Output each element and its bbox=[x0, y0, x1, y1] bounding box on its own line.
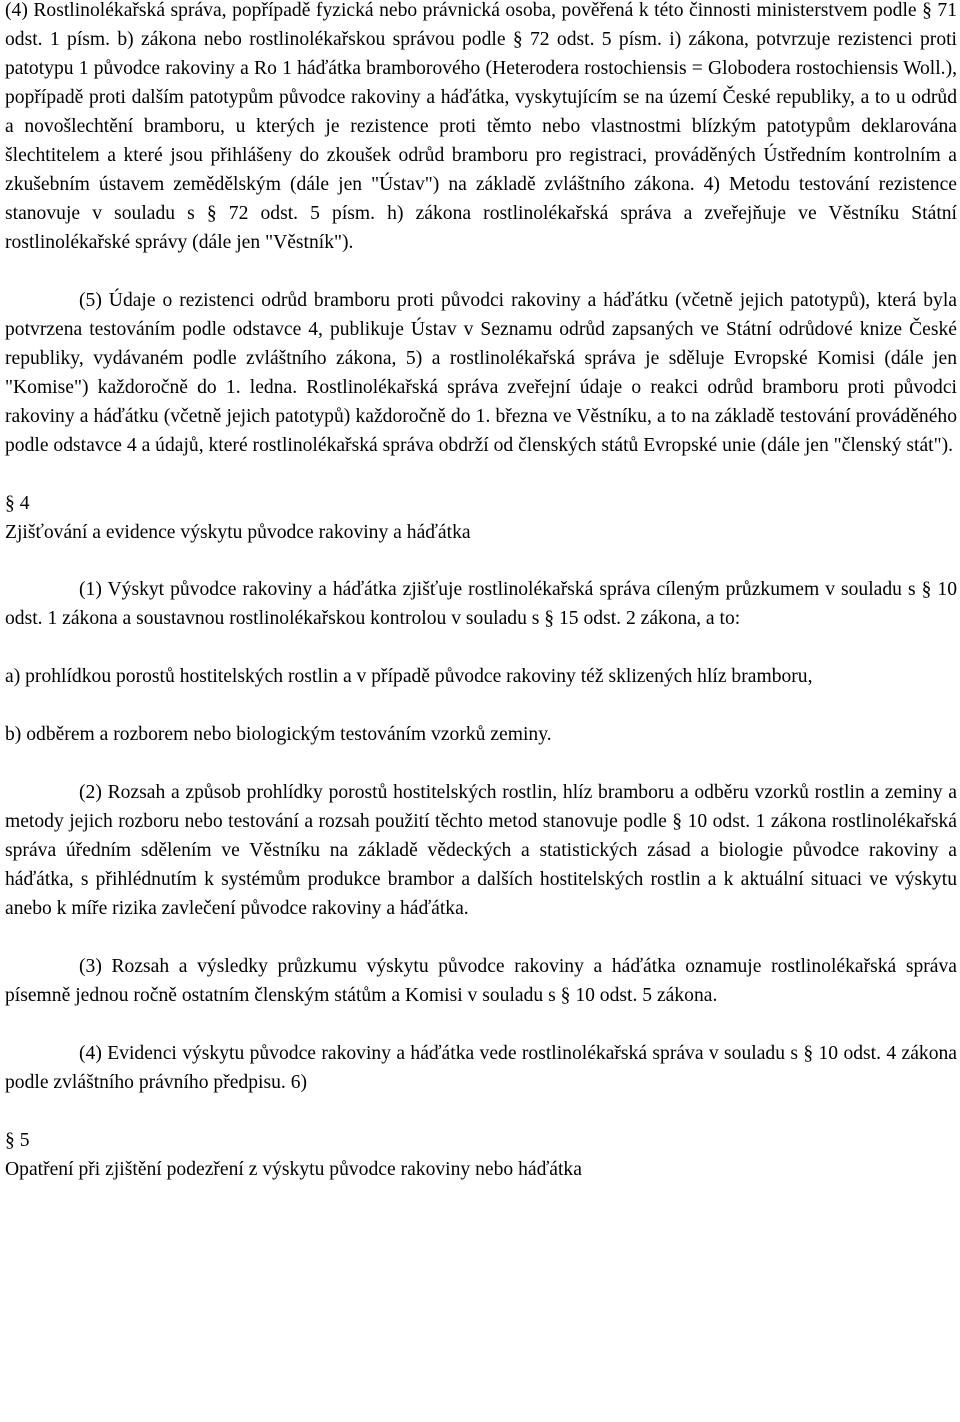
section-4-title: Zjišťování a evidence výskytu původce rakoviny a háďátka bbox=[5, 522, 471, 543]
section-4-paragraph-2: (2) Rozsah a způsob prohlídky porostů hostitelských rostlin, hlíz bramboru a odběru vzorků rostlin a zeminy a metody jejich rozboru nebo testování a rozsah použití těchto metod stanovuje podle § 10 odst. 1 zákona rostlinolékařská správa úředním sdělením ve Věstníku na základě vědeckých a statistických zásad a biologie původce rakoviny a háďátka, s přihlédnutím k systémům produkce brambor a dalších hostitelských rostlin a k aktuální situaci ve výskytu anebo k míře rizika zavlečení původce rakoviny a háďátka. bbox=[5, 782, 957, 919]
paragraph-4: (4) Rostlinolékařská správa, popřípadě fyzická nebo právnická osoba, pověřená k této činnosti ministerstvem podle § 71 odst. 1 písm. b) zákona nebo rostlinolékařskou správou podle § 72 odst. 5 písm. i) zákona, potvrzuje rezistenci proti patotypu 1 původce rakoviny a Ro 1 háďátka bramborového (Heterodera rostochiensis = Globodera rostochiensis Woll.), popřípadě proti dalším patotypům původce rakoviny a háďátka, vyskytujícím se na území České republiky, a to u odrůd a novošlechtění bramboru, u kterých je rezistence proti těmto nebo vlastnostmi blízkým patotypům deklarována šlechtitelem a které jsou přihlášeny do zkoušek odrůd bramboru pro registraci, prováděných Ústředním kontrolním a zkušebním ústavem zemědělským (dále jen "Ústav") na základě zvláštního zákona. 4) Metodu testování rezistence stanovuje v souladu s § 72 odst. 5 písm. h) zákona rostlinolékařská správa a zveřejňuje ve Věstníku Státní rostlinolékařské správy (dále jen "Věstník"). bbox=[5, 0, 957, 253]
section-4-paragraph-3: (3) Rozsah a výsledky průzkumu výskytu původce rakoviny a háďátka oznamuje rostlinolékařská správa písemně jednou ročně ostatním členským státům a Komisi v souladu s § 10 odst. 5 zákona. bbox=[5, 956, 957, 1006]
paragraph-5: (5) Údaje o rezistenci odrůd bramboru proti původci rakoviny a háďátku (včetně jejich patotypů), která byla potvrzena testováním podle odstavce 4, publikuje Ústav v Seznamu odrůd zapsaných ve Státní odrůdové knize České republiky, vydávaném podle zvláštního zákona, 5) a rostlinolékařská správa je sděluje Evropské Komisi (dále jen "Komise") každoročně do 1. ledna. Rostlinolékařská správa zveřejní údaje o reakci odrůd bramboru proti původci rakoviny a háďátku (včetně jejich patotypů) každoročně do 1. března ve Věstníku, a to na základě testování prováděného podle odstavce 4 a údajů, které rostlinolékařská správa obdrží od členských států Evropské unie (dále jen "členský stát"). bbox=[5, 290, 957, 456]
section-5-number: § 5 bbox=[5, 1130, 30, 1151]
section-4-item-b: b) odběrem a rozborem nebo biologickým testováním vzorků zeminy. bbox=[5, 724, 552, 745]
section-4-item-a: a) prohlídkou porostů hostitelských rostlin a v případě původce rakoviny též sklizených hlíz bramboru, bbox=[5, 666, 813, 687]
section-4-number: § 4 bbox=[5, 493, 30, 514]
section-4-paragraph-1: (1) Výskyt původce rakoviny a háďátka zjišťuje rostlinolékařská správa cíleným průzkumem v souladu s § 10 odst. 1 zákona a soustavnou rostlinolékařskou kontrolou v souladu s § 15 odst. 2 zákona, a to: bbox=[5, 579, 957, 629]
document-page bbox=[5, 0, 957, 1184]
section-5-title: Opatření při zjištění podezření z výskytu původce rakoviny nebo háďátka bbox=[5, 1159, 582, 1180]
section-4-paragraph-4: (4) Evidenci výskytu původce rakoviny a háďátka vede rostlinolékařská správa v souladu s § 10 odst. 4 zákona podle zvláštního právního předpisu. 6) bbox=[5, 1043, 957, 1093]
